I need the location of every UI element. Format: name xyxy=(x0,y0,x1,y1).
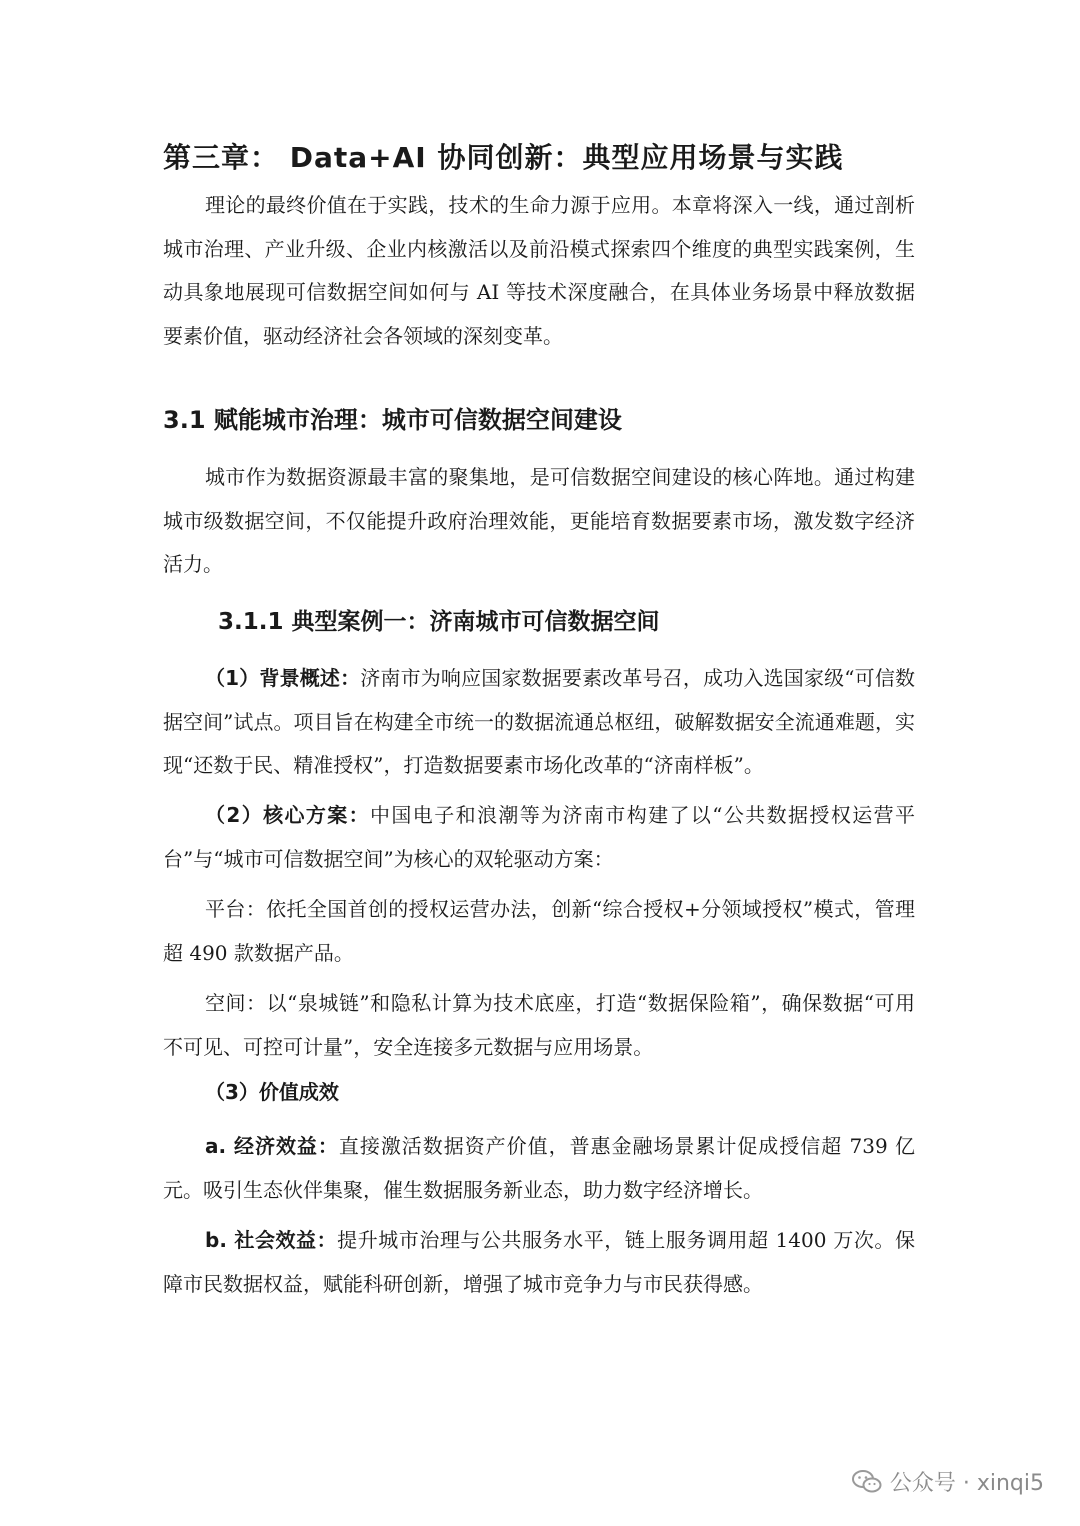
value-heading: （3）价值成效 xyxy=(205,1080,339,1104)
section-title: 3.1 赋能城市治理：城市可信数据空间建设 xyxy=(163,406,622,434)
section-intro-paragraph: 城市作为数据资源最丰富的聚集地，是可信数据空间建设的核心阵地。通过构建城市级数据空间，不仅能提升政府治理效能，更能培育数据要素市场，激发数字经济活力。 xyxy=(163,465,915,576)
subsection-title: 3.1.1 典型案例一：济南城市可信数据空间 xyxy=(218,609,660,635)
watermark-text: 公众号 · xinqi5 xyxy=(889,1471,1044,1496)
solution-paragraph xyxy=(163,794,915,881)
social-paragraph xyxy=(163,1219,915,1306)
watermark xyxy=(852,1466,1044,1497)
platform-paragraph: 平台：依托全国首创的授权运营办法，创新“综合授权+分领域授权”模式，管理超 490 款数据产品。 xyxy=(163,897,915,965)
chapter-intro-paragraph: 理论的最终价值在于实践，技术的生命力源于应用。本章将深入一线，通过剖析城市治理、产业升级、企业内核激活以及前沿模式探索四个维度的典型实践案例，生动具象地展现可信数据空间如何与 AI 等技术深度融合，在具体业务场景中释放数据要素价值，驱动经济社会各领域的深刻变革。 xyxy=(163,193,915,348)
economic-text: 直接激活数据资产价值，普惠金融场景累计促成授信超 739 亿元。吸引生态伙伴集聚，催生数据服务新业态，助力数字经济增长。 xyxy=(163,1134,916,1202)
social-label: b. 社会效益： xyxy=(205,1228,338,1252)
chapter-title: 第三章： Data+AI 协同创新：典型应用场景与实践 xyxy=(163,141,844,174)
background-paragraph xyxy=(163,657,915,788)
economic-paragraph xyxy=(163,1125,915,1212)
solution-label: （2）核心方案： xyxy=(205,803,371,827)
space-paragraph: 空间：以“泉城链”和隐私计算为技术底座，打造“数据保险箱”，确保数据“可用不可见、可控可计量”，安全连接多元数据与应用场景。 xyxy=(163,991,915,1059)
background-text: 济南市为响应国家数据要素改革号召，成功入选国家级“可信数据空间”试点。项目旨在构建全市统一的数据流通总枢纽，破解数据安全流通难题，实现“还数于民、精准授权”，打造数据要素市场化改革的“济南样板”。 xyxy=(163,666,915,777)
economic-label: a. 经济效益： xyxy=(205,1134,339,1158)
background-label: （1）背景概述： xyxy=(205,666,361,690)
solution-text: 中国电子和浪潮等为济南市构建了以“公共数据授权运营平台”与“城市可信数据空间”为核心的双轮驱动方案： xyxy=(163,803,915,871)
social-text: 提升城市治理与公共服务水平，链上服务调用超 1400 万次。保障市民数据权益，赋能科研创新，增强了城市竞争力与市民获得感。 xyxy=(163,1228,915,1296)
wechat-icon xyxy=(852,1469,882,1495)
